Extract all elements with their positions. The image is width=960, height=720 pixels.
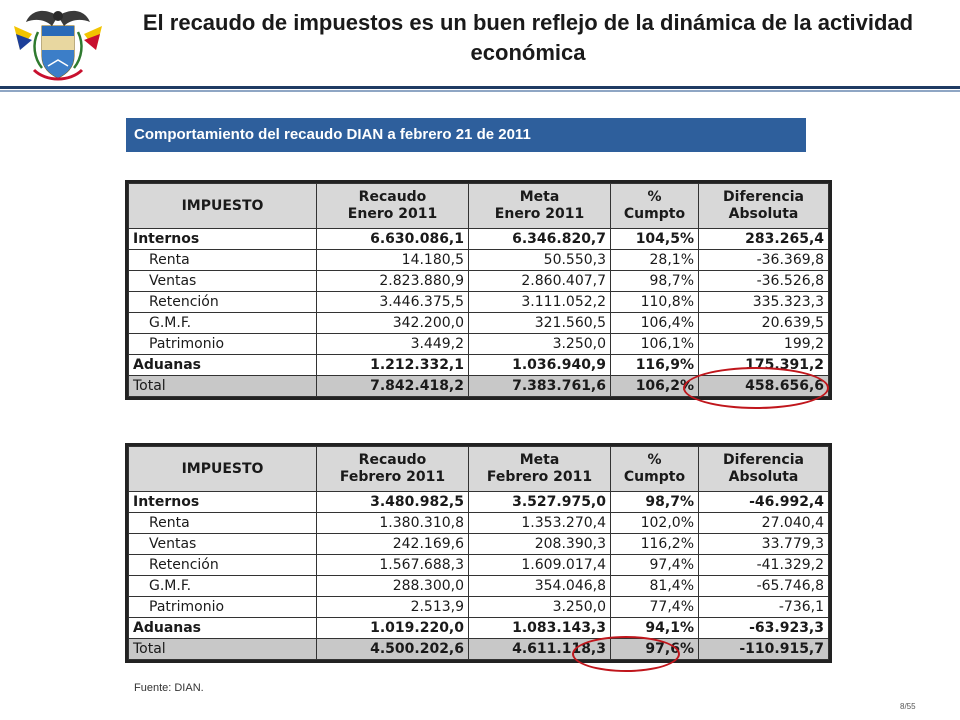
table-january bbox=[128, 183, 829, 397]
highlight-circle-jan-total-diferencia bbox=[683, 367, 829, 409]
header-cumpto bbox=[611, 184, 699, 229]
table-cell: 3.446.375,5 bbox=[317, 292, 469, 313]
table-cell: 242.169,6 bbox=[317, 534, 469, 555]
table-cell: 28,1% bbox=[611, 250, 699, 271]
table-cell: Retención bbox=[129, 292, 317, 313]
header-text-line: Febrero 2011 bbox=[486, 469, 593, 485]
page-number: 8/55 bbox=[900, 702, 916, 711]
table-row bbox=[129, 534, 829, 555]
table-cell: Internos bbox=[129, 492, 317, 513]
table-cell: 98,7% bbox=[611, 271, 699, 292]
header-text-line: Recaudo bbox=[358, 452, 427, 468]
header-diferencia bbox=[699, 184, 829, 229]
table-row bbox=[129, 334, 829, 355]
header-text-line: Absoluta bbox=[728, 206, 799, 222]
table-cell: Ventas bbox=[129, 534, 317, 555]
header-text-line: Meta bbox=[519, 189, 560, 205]
table-cell: 1.212.332,1 bbox=[317, 355, 469, 376]
table-cell: 1.019.220,0 bbox=[317, 618, 469, 639]
table-row bbox=[129, 271, 829, 292]
table-row bbox=[129, 555, 829, 576]
table-total-row bbox=[129, 639, 829, 660]
header-text-line: Cumpto bbox=[623, 206, 686, 222]
header-text-line: Febrero 2011 bbox=[339, 469, 446, 485]
table-cell: Total bbox=[129, 639, 317, 660]
header-text-line: % bbox=[647, 452, 662, 468]
highlight-circle-feb-total-cumpto bbox=[572, 636, 680, 672]
table-row bbox=[129, 618, 829, 639]
section-banner: Comportamiento del recaudo DIAN a febrero 21 de 2011 bbox=[126, 118, 806, 152]
table-cell: 97,4% bbox=[611, 555, 699, 576]
table-cell: 2.513,9 bbox=[317, 597, 469, 618]
table-cell: 321.560,5 bbox=[469, 313, 611, 334]
table-cell: 104,5% bbox=[611, 229, 699, 250]
table-cell: 27.040,4 bbox=[699, 513, 829, 534]
table-cell: 77,4% bbox=[611, 597, 699, 618]
table-cell: -65.746,8 bbox=[699, 576, 829, 597]
table-cell: Patrimonio bbox=[129, 334, 317, 355]
header-text-line: Recaudo bbox=[358, 189, 427, 205]
table-cell: 458.656,6 bbox=[699, 376, 829, 397]
table-cell: Retención bbox=[129, 555, 317, 576]
table-cell: Internos bbox=[129, 229, 317, 250]
table-cell: 1.083.143,3 bbox=[469, 618, 611, 639]
table-cell: 1.380.310,8 bbox=[317, 513, 469, 534]
table-cell: 2.823.880,9 bbox=[317, 271, 469, 292]
header-text-line: Diferencia bbox=[723, 452, 804, 468]
table-cell: -41.329,2 bbox=[699, 555, 829, 576]
table-row bbox=[129, 292, 829, 313]
table-cell: 116,2% bbox=[611, 534, 699, 555]
table-cell: 1.353.270,4 bbox=[469, 513, 611, 534]
header-text-line: Enero 2011 bbox=[347, 206, 438, 222]
header-impuesto: IMPUESTO bbox=[129, 184, 317, 229]
table-cell: 354.046,8 bbox=[469, 576, 611, 597]
table-cell: 97,6% bbox=[611, 639, 699, 660]
table-row bbox=[129, 492, 829, 513]
table-cell: -63.923,3 bbox=[699, 618, 829, 639]
header-divider-light bbox=[0, 90, 960, 92]
table-cell: -110.915,7 bbox=[699, 639, 829, 660]
page-title: El recaudo de impuestos es un buen reflejo de la dinámica de la actividad económica bbox=[142, 10, 914, 65]
table-row bbox=[129, 229, 829, 250]
table-cell: 2.860.407,7 bbox=[469, 271, 611, 292]
table-cell: 33.779,3 bbox=[699, 534, 829, 555]
table-cell: Renta bbox=[129, 513, 317, 534]
table-cell: 199,2 bbox=[699, 334, 829, 355]
table-cell: Patrimonio bbox=[129, 597, 317, 618]
table-cell: 3.111.052,2 bbox=[469, 292, 611, 313]
table-cell: 50.550,3 bbox=[469, 250, 611, 271]
table-cell: 14.180,5 bbox=[317, 250, 469, 271]
table-header-row bbox=[129, 184, 829, 229]
table-cell: G.M.F. bbox=[129, 576, 317, 597]
table-cell: 3.250,0 bbox=[469, 597, 611, 618]
table-row bbox=[129, 313, 829, 334]
table-cell: G.M.F. bbox=[129, 313, 317, 334]
header-recaudo bbox=[317, 184, 469, 229]
table-cell: -46.992,4 bbox=[699, 492, 829, 513]
table-cell: 110,8% bbox=[611, 292, 699, 313]
table-cell: 4.611.118,3 bbox=[469, 639, 611, 660]
table-cell: 175.391,2 bbox=[699, 355, 829, 376]
table-cell: 116,9% bbox=[611, 355, 699, 376]
table-cell: 283.265,4 bbox=[699, 229, 829, 250]
table-cell: Renta bbox=[129, 250, 317, 271]
table-cell: 1.036.940,9 bbox=[469, 355, 611, 376]
table-cell: 335.323,3 bbox=[699, 292, 829, 313]
header-recaudo bbox=[317, 447, 469, 492]
header-text-line: Enero 2011 bbox=[494, 206, 585, 222]
header-impuesto: IMPUESTO bbox=[129, 447, 317, 492]
table-cell: 94,1% bbox=[611, 618, 699, 639]
table-cell: 6.630.086,1 bbox=[317, 229, 469, 250]
table-cell: 4.500.202,6 bbox=[317, 639, 469, 660]
table-row bbox=[129, 576, 829, 597]
table-cell: 3.527.975,0 bbox=[469, 492, 611, 513]
header-text-line: Cumpto bbox=[623, 469, 686, 485]
table-row bbox=[129, 597, 829, 618]
table-cell: 342.200,0 bbox=[317, 313, 469, 334]
header-meta bbox=[469, 184, 611, 229]
header-cumpto bbox=[611, 447, 699, 492]
table-cell: 7.842.418,2 bbox=[317, 376, 469, 397]
header-text-line: Diferencia bbox=[723, 189, 804, 205]
table-cell: 102,0% bbox=[611, 513, 699, 534]
table-cell: 20.639,5 bbox=[699, 313, 829, 334]
header-divider bbox=[0, 86, 960, 89]
table-cell: 3.449,2 bbox=[317, 334, 469, 355]
table-cell: 81,4% bbox=[611, 576, 699, 597]
header-text-line: Absoluta bbox=[728, 469, 799, 485]
table-cell: 1.609.017,4 bbox=[469, 555, 611, 576]
table-row bbox=[129, 513, 829, 534]
table-cell: -736,1 bbox=[699, 597, 829, 618]
source-note: Fuente: DIAN. bbox=[134, 682, 204, 694]
header-diferencia bbox=[699, 447, 829, 492]
table-cell: Aduanas bbox=[129, 618, 317, 639]
table-cell: 98,7% bbox=[611, 492, 699, 513]
header-text-line: Meta bbox=[519, 452, 560, 468]
table-cell: 3.250,0 bbox=[469, 334, 611, 355]
header-meta bbox=[469, 447, 611, 492]
table-cell: -36.526,8 bbox=[699, 271, 829, 292]
table-cell: 106,2% bbox=[611, 376, 699, 397]
table-cell: Ventas bbox=[129, 271, 317, 292]
table-cell: 3.480.982,5 bbox=[317, 492, 469, 513]
table-february bbox=[128, 446, 829, 660]
table-cell: -36.369,8 bbox=[699, 250, 829, 271]
table-header-row bbox=[129, 447, 829, 492]
table-cell: 106,1% bbox=[611, 334, 699, 355]
table-cell: 208.390,3 bbox=[469, 534, 611, 555]
table-cell: 7.383.761,6 bbox=[469, 376, 611, 397]
table-cell: 1.567.688,3 bbox=[317, 555, 469, 576]
table-row bbox=[129, 250, 829, 271]
table-cell: 106,4% bbox=[611, 313, 699, 334]
table-cell: Aduanas bbox=[129, 355, 317, 376]
table-cell: Total bbox=[129, 376, 317, 397]
table-cell: 6.346.820,7 bbox=[469, 229, 611, 250]
header-text-line: % bbox=[647, 189, 662, 205]
table-cell: 288.300,0 bbox=[317, 576, 469, 597]
colombia-coat-of-arms-icon bbox=[12, 4, 104, 84]
